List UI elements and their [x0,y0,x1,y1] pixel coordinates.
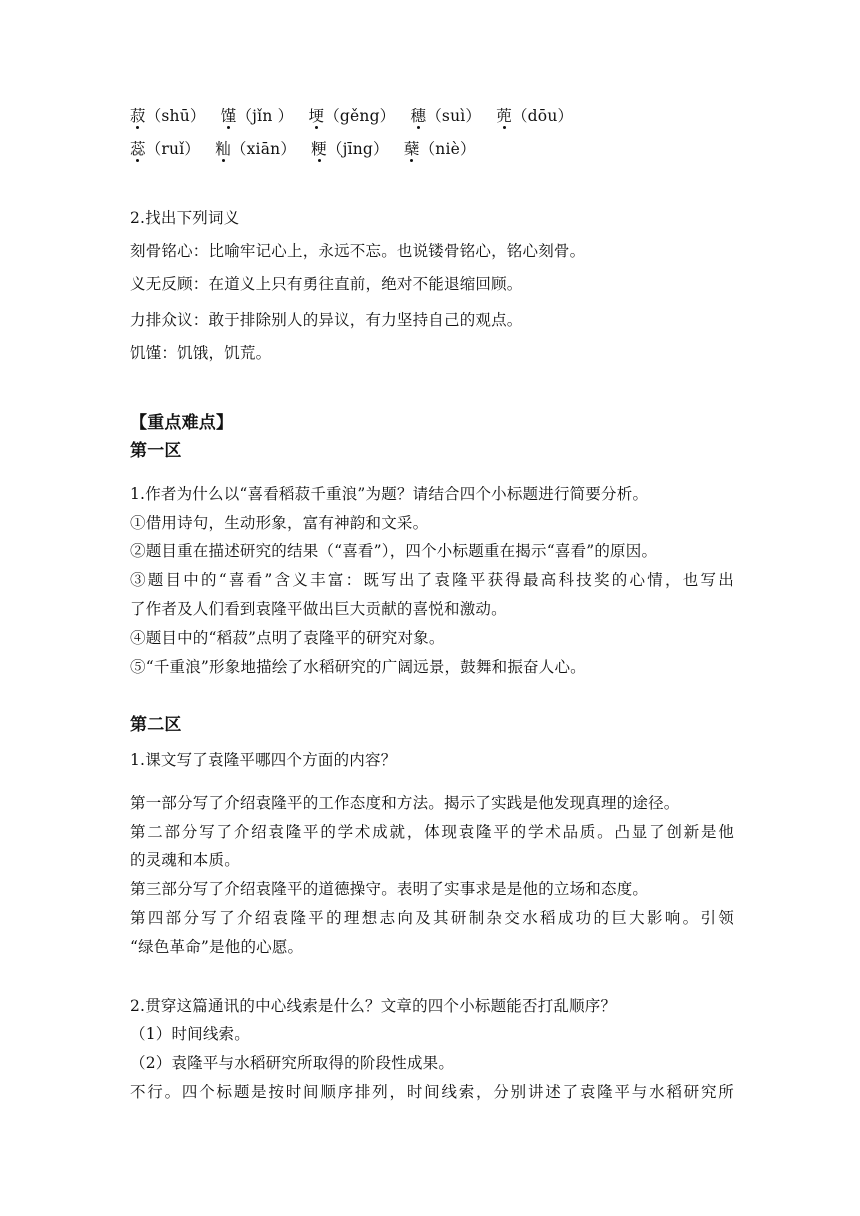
answer-line: （2）袁隆平与水稻研究所取得的阶段性成果。 [130,1054,455,1072]
answer-line: （1）时间线索。 [130,1025,250,1043]
pinyin-char: 埂 [308,107,325,125]
pinyin-reading: （shū） [145,107,206,125]
answer-line: ⑤“千重浪”形象地描绘了水稻研究的广阔远景，鼓舞和振奋人心。 [130,658,586,676]
pinyin-reading: （dōu） [511,107,574,125]
pinyin-item [496,107,573,125]
pinyin-item [411,107,482,125]
pinyin-item [130,140,200,158]
answer-line: 了作者及人们看到袁隆平做出巨大贡献的喜悦和激动。 [130,600,507,618]
vocab-heading: 2.找出下列词义 [130,209,240,227]
pinyin-row-1 [130,106,583,126]
pinyin-char: 蘖 [403,140,420,158]
key-points-heading: 【重点难点】 [130,413,234,433]
pinyin-char: 蔸 [496,107,512,125]
section-2-question-2: 2.贯穿这篇通讯的中心线索是什么？文章的四个小标题能否打乱顺序？ [130,997,617,1015]
pinyin-char: 馑 [220,107,237,125]
pinyin-reading: （ruǐ） [145,140,201,158]
answer-line: ③题目中的“喜看”含义丰富：既写出了袁隆平获得最高科技奖的心情，也写出 [130,571,734,589]
answer-line: 第三部分写了介绍袁隆平的道德操守。表明了实事求是是他的立场和态度。 [130,880,649,898]
vocab-item: 刻骨铭心：比喻牢记心上，永远不忘。也说镂骨铭心，铭心刻骨。 [130,242,586,260]
section-1-question: 1.作者为什么以“喜看稻菽千重浪”为题？请结合四个小标题进行简要分析。 [130,485,649,503]
pinyin-item [404,140,476,158]
pinyin-reading: （suì） [426,107,482,125]
pinyin-item [311,140,389,158]
pinyin-reading: （xiān） [230,140,297,158]
section-1-title: 第一区 [130,441,182,461]
pinyin-char: 穗 [410,107,427,125]
pinyin-char: 籼 [215,140,231,158]
pinyin-reading: （niè） [419,140,476,158]
vocab-item: 义无反顾：在道义上只有勇往直前，绝对不能退缩回顾。 [130,275,523,293]
section-2-question-1: 1.课文写了袁隆平哪四个方面的内容？ [130,751,397,769]
pinyin-item [130,107,206,125]
answer-line: “绿色革命”是他的心愿。 [130,938,304,956]
pinyin-char: 粳 [311,140,327,158]
pinyin-char: 菽 [130,107,146,125]
pinyin-item [215,140,296,158]
pinyin-reading: （jīng） [326,140,389,158]
answer-line: 第四部分写了介绍袁隆平的理想志向及其研制杂交水稻成功的巨大影响。引领 [130,909,734,927]
section-2-title: 第二区 [130,715,182,735]
vocab-item: 力排众议：敢于排除别人的异议，有力坚持自己的观点。 [130,311,523,329]
answer-line: ①借用诗句，生动形象，富有神韵和文采。 [130,514,429,532]
pinyin-item [308,107,395,125]
answer-line: ②题目重在描述研究的结果（“喜看”），四个小标题重在揭示“喜看”的原因。 [130,542,658,560]
vocab-item: 饥馑：饥饿，饥荒。 [130,344,272,362]
answer-line: 第一部分写了介绍袁隆平的工作态度和方法。揭示了实践是他发现真理的途径。 [130,794,680,812]
pinyin-reading: （jǐn ） [236,107,294,125]
pinyin-reading: （gěng） [324,107,396,125]
pinyin-char: 蕊 [130,140,146,158]
pinyin-row-2 [130,139,486,159]
answer-line: 不行。四个标题是按时间顺序排列，时间线索，分别讲述了袁隆平与水稻研究所 [130,1083,734,1101]
answer-line: 第二部分写了介绍袁隆平的学术成就，体现袁隆平的学术品质。凸显了创新是他 [130,823,734,841]
answer-line: 的灵魂和本质。 [130,851,240,869]
pinyin-item [221,107,294,125]
answer-line: ④题目中的“稻菽”点明了袁隆平的研究对象。 [130,629,445,647]
